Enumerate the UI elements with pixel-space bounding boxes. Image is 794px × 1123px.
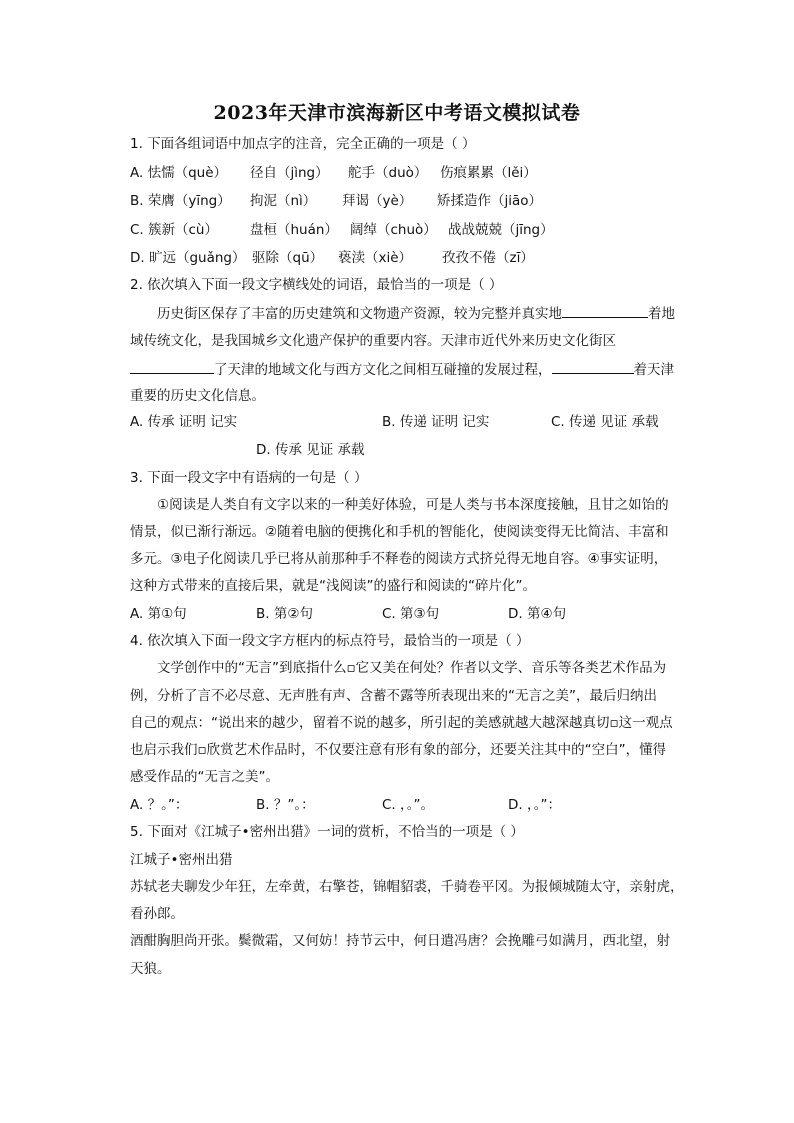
q4-passage-line-3: 自己的观点：“说出来的越少，留着不说的越多，所引起的美感就越大越深越真切▫这一观点: [130, 715, 673, 731]
q3-option-c: C. 第③句: [382, 606, 440, 622]
q2-passage-text: 域传统文化，是我国城乡文化遗产保护的重要内容。天津市近代外来历史文化街区: [130, 333, 616, 349]
q2-passage-line-2: [130, 331, 616, 351]
q2-passage-line-1: [157, 303, 675, 324]
fill-blank-2[interactable]: [130, 359, 214, 374]
q1-c-word4: 战战兢兢（jīng）: [448, 222, 554, 238]
q3-passage-line-3: 多元。③电子化阅读几乎已将从前那种手不释卷的阅读方式挤兑得无地自容。④事实证明，: [130, 551, 668, 567]
q1-a-word1: A. 怯懦（què）: [130, 165, 228, 181]
q2-passage-text: 着地: [648, 306, 675, 322]
q3-passage-line-4: 这种方式带来的直接后果，就是“浅阅读”的盛行和阅读的“碎片化”。: [130, 578, 536, 594]
q4-option-a: A. ？。”：: [130, 797, 189, 813]
q2-passage-line-3: [130, 359, 674, 380]
q4-option-c: C. ，。”。: [382, 797, 435, 813]
poem-title: 江城子•密州出猎: [130, 852, 233, 868]
poem-line-1: 苏轼老夫聊发少年狂，左牵黄，右擎苍，锦帽貂裘，千骑卷平冈。为报倾城随太守，亲射虎，: [130, 879, 684, 895]
q1-b-word4: 矫揉造作（jiāo）: [437, 193, 543, 209]
poem-line-3: 酒酣胸胆尚开张。鬓微霜，又何妨！持节云中，何日遣冯唐？会挽雕弓如满月，西北望，射: [130, 933, 670, 949]
q2-passage-text: 了天津的地域文化与西方文化之间相互碰撞的发展过程，: [214, 362, 552, 378]
q3-stem: 3. 下面一段文字中有语病的一句是（ ）: [130, 470, 368, 486]
q2-option-c: C. 传递 见证 承载: [551, 414, 659, 430]
q1-b-word3: 拜谒（yè）: [342, 193, 413, 209]
q3-option-b: B. 第②句: [256, 606, 313, 622]
q1-d-word4: 孜孜不倦（zī）: [442, 250, 534, 266]
q4-passage-line-4: 也启示我们▫欣赏艺术作品时，不仅要注意有形有象的部分，还要关注其中的“空白”，懂得: [130, 742, 667, 758]
q1-d-word3: 亵渎（xiè）: [338, 250, 413, 266]
q5-stem: 5. 下面对《江城子•密州出猎》一词的赏析，不恰当的一项是（ ）: [130, 824, 524, 840]
q2-passage-text: 历史街区保存了丰富的历史建筑和文物遗产资源，较为完整并真实地: [157, 306, 562, 322]
q2-option-b: B. 传递 证明 记实: [382, 414, 490, 430]
q1-c-word2: 盘桓（huán）: [250, 222, 338, 238]
q1-a-word3: 舵手（duò）: [348, 165, 428, 181]
q4-option-d: D. ，。”：: [508, 797, 561, 813]
q3-option-d: D. 第④句: [508, 606, 567, 622]
q4-option-b: B. ？”。：: [256, 797, 315, 813]
q2-option-d: D. 传承 见证 承载: [256, 442, 365, 458]
q2-passage-line-4: 重要的历史文化信息。: [130, 388, 265, 404]
poem-line-2: 看孙郎。: [130, 906, 184, 922]
q1-c-word3: 阔绰（chuò）: [350, 222, 437, 238]
q1-c-word1: C. 簇新（cù）: [130, 222, 218, 238]
q4-passage-line-2: 例，分析了言不必尽意、无声胜有声、含蓄不露等所表现出来的“无言之美”，最后归纳出: [130, 688, 657, 704]
poem-line-4: 天狼。: [130, 961, 171, 977]
q4-stem: 4. 依次填入下面一段文字方框内的标点符号，最恰当的一项是（ ）: [130, 633, 530, 649]
q1-stem: 1. 下面各组词语中加点字的注音，完全正确的一项是（ ）: [130, 136, 476, 152]
q2-stem: 2. 依次填入下面一段文字横线处的词语，最恰当的一项是（ ）: [130, 277, 503, 293]
exam-title: 2023年天津市滨海新区中考语文模拟试卷: [213, 102, 581, 124]
q2-option-a: A. 传承 证明 记实: [130, 414, 238, 430]
q1-b-word1: B. 荣膺（yīng）: [130, 193, 231, 209]
q3-passage-line-2: 情景，似已渐行渐远。②随着电脑的便携化和手机的智能化，使阅读变得无比简洁、丰富和: [130, 524, 669, 540]
fill-blank-1[interactable]: [562, 303, 648, 318]
q3-passage-line-1: ①阅读是人类自有文字以来的一种美好体验，可是人类与书本深度接触，且甘之如饴的: [157, 497, 669, 513]
q1-a-word4: 伤痕累累（lěi）: [440, 165, 537, 181]
q2-passage-text: 着天津: [633, 362, 674, 378]
q1-d-word2: 驱除（qū）: [252, 250, 324, 266]
fill-blank-3[interactable]: [552, 359, 634, 374]
q1-d-word1: D. 旷远（guǎng）: [130, 250, 246, 266]
q3-option-a: A. 第①句: [130, 606, 187, 622]
q1-b-word2: 拘泥（nì）: [250, 193, 317, 209]
q1-a-word2: 径自（jìng）: [250, 165, 329, 181]
q4-passage-line-1: 文学创作中的“无言”到底指什么▫它又美在何处？作者以文学、音乐等各类艺术作品为: [157, 660, 667, 676]
q4-passage-line-5: 感受作品的“无言之美”。: [130, 769, 279, 785]
